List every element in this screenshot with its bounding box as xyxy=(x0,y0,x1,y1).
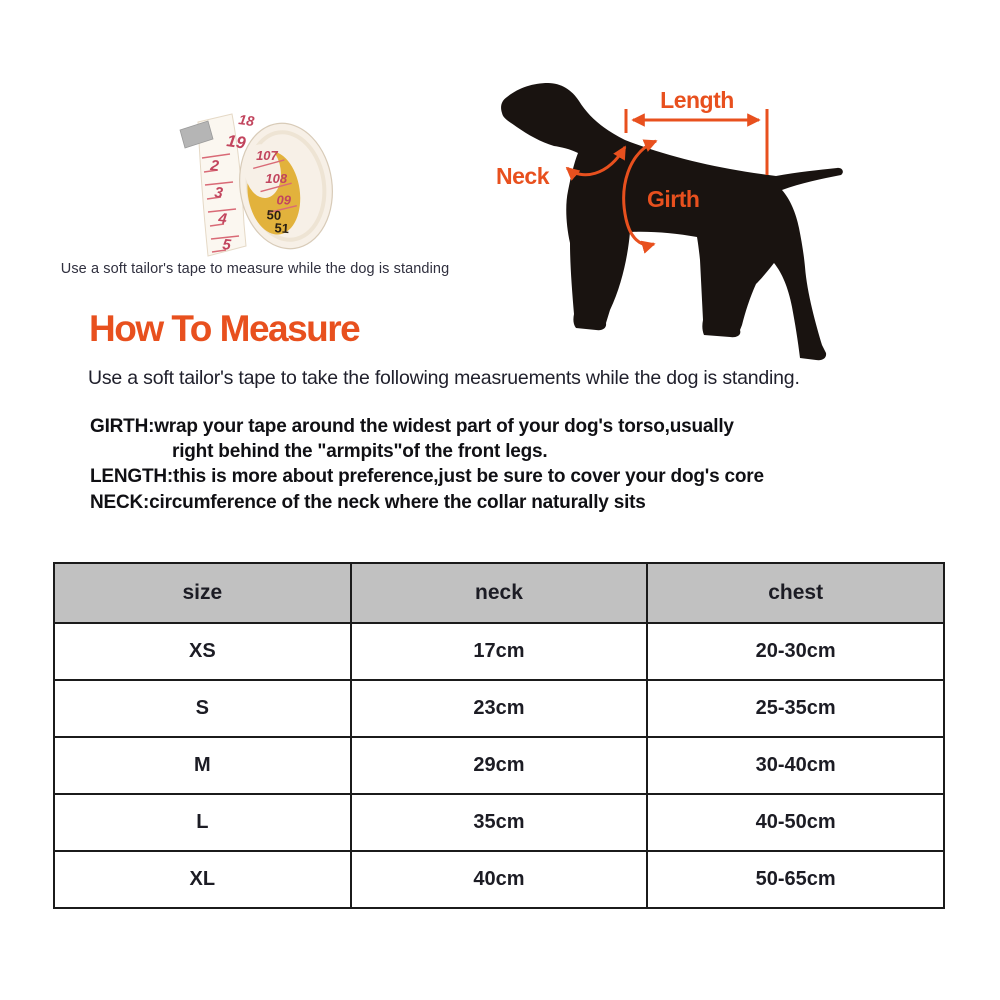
measurement-definitions xyxy=(90,414,764,515)
measurement-diagram xyxy=(470,75,900,375)
col-header-chest: chest xyxy=(647,563,944,623)
cell-chest: 50-65cm xyxy=(647,851,944,908)
cell-neck: 40cm xyxy=(351,851,648,908)
table-row-xs xyxy=(54,623,944,680)
cell-chest: 40-50cm xyxy=(647,794,944,851)
girth-label: Girth xyxy=(647,186,700,212)
tape-number-19: 19 xyxy=(225,131,247,153)
tape-number-3: 3 xyxy=(213,184,224,202)
table-row-xl xyxy=(54,851,944,908)
cell-chest: 25-35cm xyxy=(647,680,944,737)
girth-definition-line1: GIRTH:wrap your tape around the widest part of your dog's torso,usually xyxy=(90,416,734,437)
dog-diagram-svg xyxy=(470,75,900,375)
tape-number-5: 5 xyxy=(221,236,232,254)
cell-neck: 17cm xyxy=(351,623,648,680)
girth-definition-line2: right behind the "armpits"of the front legs. xyxy=(172,441,548,463)
table-row-l xyxy=(54,794,944,851)
length-definition: LENGTH:this is more about preference,just be sure to cover your dog's core xyxy=(90,466,764,488)
tape-roll xyxy=(232,117,340,255)
cell-size: XS xyxy=(54,623,351,680)
size-chart-table xyxy=(53,562,945,909)
tape-number-108: 108 xyxy=(265,170,288,186)
table-row-m xyxy=(54,737,944,794)
cell-neck: 35cm xyxy=(351,794,648,851)
cell-size: L xyxy=(54,794,351,851)
cell-chest: 30-40cm xyxy=(647,737,944,794)
col-header-neck: neck xyxy=(351,563,648,623)
cell-neck: 29cm xyxy=(351,737,648,794)
how-to-measure-title: How To Measure xyxy=(89,308,360,349)
cell-neck: 23cm xyxy=(351,680,648,737)
tape-number-109: 09 xyxy=(276,192,291,208)
tape-number-51: 51 xyxy=(274,220,290,237)
tape-number-18: 18 xyxy=(237,111,256,130)
tape-number-50: 50 xyxy=(266,207,282,224)
cell-chest: 20-30cm xyxy=(647,623,944,680)
tape-number-107: 107 xyxy=(256,147,278,163)
tape-caption: Use a soft tailor's tape to measure while the dog is standing xyxy=(60,261,450,277)
length-label: Length xyxy=(660,87,734,113)
cell-size: XL xyxy=(54,851,351,908)
table-row-s xyxy=(54,680,944,737)
table-header-row xyxy=(54,563,944,623)
tape-number-4: 4 xyxy=(217,210,228,228)
tape-measure-illustration xyxy=(168,106,340,264)
tape-number-2: 2 xyxy=(209,157,220,175)
cell-size: S xyxy=(54,680,351,737)
cell-size: M xyxy=(54,737,351,794)
dog-silhouette xyxy=(501,83,843,360)
neck-definition: NECK:circumference of the neck where the collar naturally sits xyxy=(90,491,646,513)
neck-label: Neck xyxy=(496,163,549,189)
col-header-size: size xyxy=(54,563,351,623)
intro-text: Use a soft tailor's tape to take the following measruements while the dog is standing. xyxy=(88,367,800,389)
